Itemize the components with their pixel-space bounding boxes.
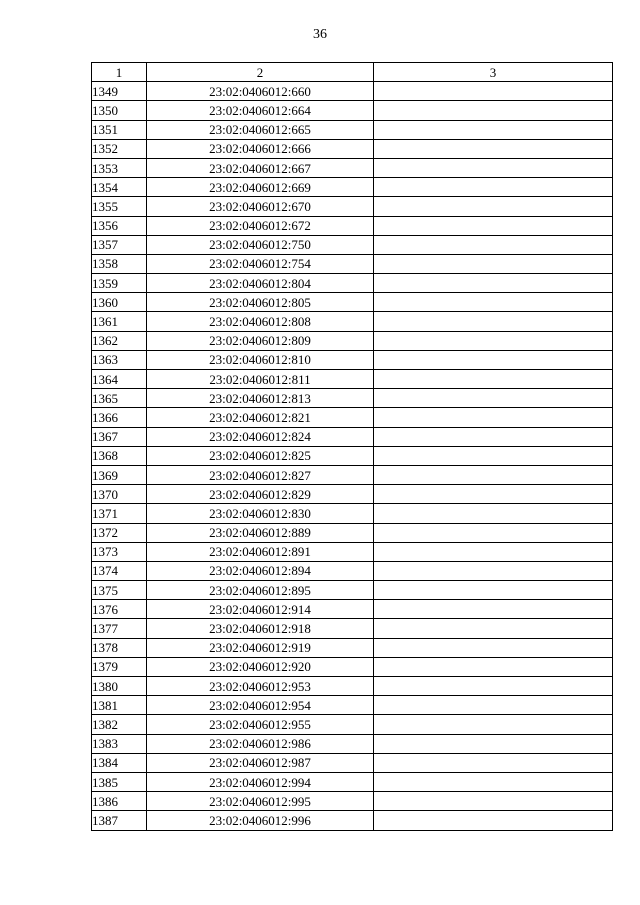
row-number-cell: 1363 <box>92 350 147 369</box>
row-number-cell: 1355 <box>92 197 147 216</box>
table-row <box>92 465 613 484</box>
note-cell <box>374 254 613 273</box>
cadastral-number-cell: 23:02:0406012:670 <box>147 197 374 216</box>
cadastral-number-cell: 23:02:0406012:825 <box>147 446 374 465</box>
page-number: 36 <box>313 27 327 42</box>
note-cell <box>374 504 613 523</box>
note-cell <box>374 427 613 446</box>
cadastral-number-cell: 23:02:0406012:987 <box>147 753 374 772</box>
cadastral-number-cell: 23:02:0406012:830 <box>147 504 374 523</box>
cadastral-number-cell: 23:02:0406012:914 <box>147 600 374 619</box>
cadastral-number-cell: 23:02:0406012:750 <box>147 235 374 254</box>
row-number-cell: 1377 <box>92 619 147 638</box>
note-cell <box>374 734 613 753</box>
note-cell <box>374 350 613 369</box>
note-cell <box>374 561 613 580</box>
cadastral-number-cell: 23:02:0406012:895 <box>147 581 374 600</box>
cadastral-number-cell: 23:02:0406012:986 <box>147 734 374 753</box>
table-row <box>92 657 613 676</box>
row-number-cell: 1372 <box>92 523 147 542</box>
note-cell <box>374 82 613 101</box>
cadastral-number-cell: 23:02:0406012:667 <box>147 158 374 177</box>
row-number-cell: 1365 <box>92 389 147 408</box>
row-number-cell: 1356 <box>92 216 147 235</box>
cadastral-number-cell: 23:02:0406012:996 <box>147 811 374 830</box>
note-cell <box>374 465 613 484</box>
column-header-1: 1 <box>92 63 147 82</box>
row-number-cell: 1358 <box>92 254 147 273</box>
note-cell <box>374 772 613 791</box>
row-number-cell: 1362 <box>92 331 147 350</box>
table-row <box>92 216 613 235</box>
note-cell <box>374 235 613 254</box>
table-row <box>92 408 613 427</box>
column-header-3: 3 <box>374 63 613 82</box>
column-header-2: 2 <box>147 63 374 82</box>
table-body <box>92 82 613 830</box>
table-row <box>92 792 613 811</box>
note-cell <box>374 293 613 312</box>
cadastral-number-cell: 23:02:0406012:660 <box>147 82 374 101</box>
note-cell <box>374 139 613 158</box>
cadastral-number-cell: 23:02:0406012:754 <box>147 254 374 273</box>
cadastral-number-cell: 23:02:0406012:811 <box>147 370 374 389</box>
note-cell <box>374 178 613 197</box>
table-row <box>92 350 613 369</box>
note-cell <box>374 274 613 293</box>
note-cell <box>374 600 613 619</box>
cadastral-number-cell: 23:02:0406012:829 <box>147 485 374 504</box>
note-cell <box>374 619 613 638</box>
row-number-cell: 1361 <box>92 312 147 331</box>
cadastral-number-cell: 23:02:0406012:669 <box>147 178 374 197</box>
cadastral-number-cell: 23:02:0406012:813 <box>147 389 374 408</box>
row-number-cell: 1384 <box>92 753 147 772</box>
table-row <box>92 178 613 197</box>
note-cell <box>374 581 613 600</box>
table-row <box>92 753 613 772</box>
table-row <box>92 715 613 734</box>
table-row <box>92 254 613 273</box>
table-row <box>92 312 613 331</box>
table-row <box>92 293 613 312</box>
table-row <box>92 446 613 465</box>
row-number-cell: 1381 <box>92 696 147 715</box>
note-cell <box>374 216 613 235</box>
row-number-cell: 1349 <box>92 82 147 101</box>
cadastral-number-cell: 23:02:0406012:666 <box>147 139 374 158</box>
table-row <box>92 600 613 619</box>
table-row <box>92 772 613 791</box>
table-row <box>92 370 613 389</box>
table-row <box>92 274 613 293</box>
note-cell <box>374 523 613 542</box>
row-number-cell: 1387 <box>92 811 147 830</box>
row-number-cell: 1357 <box>92 235 147 254</box>
row-number-cell: 1369 <box>92 465 147 484</box>
table-row <box>92 619 613 638</box>
row-number-cell: 1353 <box>92 158 147 177</box>
cadastral-number-cell: 23:02:0406012:827 <box>147 465 374 484</box>
note-cell <box>374 101 613 120</box>
note-cell <box>374 792 613 811</box>
note-cell <box>374 696 613 715</box>
cadastral-number-cell: 23:02:0406012:824 <box>147 427 374 446</box>
table-row <box>92 638 613 657</box>
table-row <box>92 561 613 580</box>
row-number-cell: 1380 <box>92 677 147 696</box>
row-number-cell: 1385 <box>92 772 147 791</box>
cadastral-number-cell: 23:02:0406012:954 <box>147 696 374 715</box>
cadastral-number-cell: 23:02:0406012:919 <box>147 638 374 657</box>
row-number-cell: 1360 <box>92 293 147 312</box>
cadastral-number-cell: 23:02:0406012:995 <box>147 792 374 811</box>
row-number-cell: 1375 <box>92 581 147 600</box>
row-number-cell: 1364 <box>92 370 147 389</box>
row-number-cell: 1370 <box>92 485 147 504</box>
table-row <box>92 542 613 561</box>
note-cell <box>374 485 613 504</box>
note-cell <box>374 715 613 734</box>
row-number-cell: 1383 <box>92 734 147 753</box>
table-row <box>92 677 613 696</box>
cadastral-number-cell: 23:02:0406012:955 <box>147 715 374 734</box>
table-row <box>92 581 613 600</box>
table-row <box>92 82 613 101</box>
row-number-cell: 1376 <box>92 600 147 619</box>
row-number-cell: 1386 <box>92 792 147 811</box>
row-number-cell: 1366 <box>92 408 147 427</box>
table-row <box>92 235 613 254</box>
note-cell <box>374 753 613 772</box>
row-number-cell: 1378 <box>92 638 147 657</box>
note-cell <box>374 312 613 331</box>
row-number-cell: 1374 <box>92 561 147 580</box>
note-cell <box>374 446 613 465</box>
cadastral-number-cell: 23:02:0406012:821 <box>147 408 374 427</box>
table-header <box>92 63 613 82</box>
row-number-cell: 1351 <box>92 120 147 139</box>
row-number-cell: 1382 <box>92 715 147 734</box>
table-row <box>92 139 613 158</box>
cadastral-number-cell: 23:02:0406012:994 <box>147 772 374 791</box>
table-row <box>92 734 613 753</box>
row-number-cell: 1368 <box>92 446 147 465</box>
row-number-cell: 1359 <box>92 274 147 293</box>
note-cell <box>374 811 613 830</box>
note-cell <box>374 677 613 696</box>
cadastral-number-cell: 23:02:0406012:894 <box>147 561 374 580</box>
cadastral-number-cell: 23:02:0406012:891 <box>147 542 374 561</box>
cadastral-table <box>91 62 613 831</box>
cadastral-number-cell: 23:02:0406012:804 <box>147 274 374 293</box>
note-cell <box>374 542 613 561</box>
cadastral-number-cell: 23:02:0406012:920 <box>147 657 374 676</box>
header-row <box>92 63 613 82</box>
table-row <box>92 197 613 216</box>
table-row <box>92 120 613 139</box>
note-cell <box>374 120 613 139</box>
table-row <box>92 485 613 504</box>
note-cell <box>374 638 613 657</box>
table-row <box>92 158 613 177</box>
note-cell <box>374 657 613 676</box>
table-row <box>92 389 613 408</box>
cadastral-number-cell: 23:02:0406012:805 <box>147 293 374 312</box>
table-row <box>92 696 613 715</box>
table-row <box>92 523 613 542</box>
row-number-cell: 1373 <box>92 542 147 561</box>
note-cell <box>374 197 613 216</box>
row-number-cell: 1354 <box>92 178 147 197</box>
row-number-cell: 1350 <box>92 101 147 120</box>
table-row <box>92 101 613 120</box>
table-row <box>92 811 613 830</box>
table-row <box>92 331 613 350</box>
note-cell <box>374 389 613 408</box>
cadastral-number-cell: 23:02:0406012:672 <box>147 216 374 235</box>
cadastral-number-cell: 23:02:0406012:889 <box>147 523 374 542</box>
table-row <box>92 427 613 446</box>
cadastral-number-cell: 23:02:0406012:808 <box>147 312 374 331</box>
note-cell <box>374 370 613 389</box>
row-number-cell: 1371 <box>92 504 147 523</box>
row-number-cell: 1379 <box>92 657 147 676</box>
note-cell <box>374 408 613 427</box>
cadastral-number-cell: 23:02:0406012:918 <box>147 619 374 638</box>
cadastral-number-cell: 23:02:0406012:665 <box>147 120 374 139</box>
note-cell <box>374 158 613 177</box>
cadastral-number-cell: 23:02:0406012:810 <box>147 350 374 369</box>
note-cell <box>374 331 613 350</box>
row-number-cell: 1352 <box>92 139 147 158</box>
cadastral-number-cell: 23:02:0406012:809 <box>147 331 374 350</box>
table-row <box>92 504 613 523</box>
row-number-cell: 1367 <box>92 427 147 446</box>
cadastral-number-cell: 23:02:0406012:664 <box>147 101 374 120</box>
cadastral-number-cell: 23:02:0406012:953 <box>147 677 374 696</box>
